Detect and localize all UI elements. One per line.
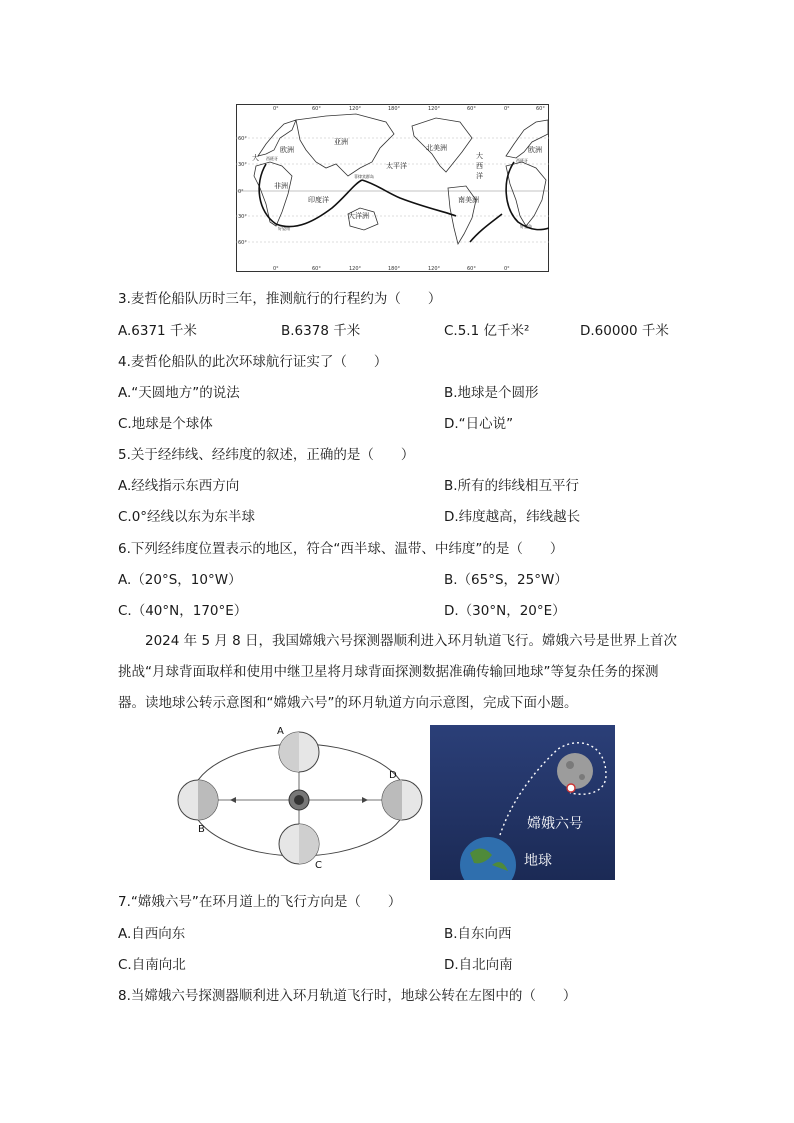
lat-label-30s: 30° [238,214,247,220]
map-label-indian: 印度洋 [308,196,329,204]
probe-marker [567,784,575,792]
photo-label-change6: 嫦娥六号 [527,816,583,832]
lon-label-top-60e: 60° [312,106,321,112]
lon-label-bot-120e: 120° [349,266,362,272]
map-label-spain-right: 西班牙 [516,158,528,163]
lat-label-60n: 60° [238,136,247,142]
earth-position-c [279,824,319,864]
orbit-label-d: D [389,770,397,781]
lon-label-top-180: 180° [388,106,401,112]
q7-option-b[interactable]: B.自东向西 [444,926,512,942]
orbit-label-a: A [277,726,284,737]
q3-option-b[interactable]: B.6378 千米 [281,323,361,339]
map-label-europe-left: 欧洲 [280,146,294,154]
orbit-label-b: B [198,824,205,835]
change6-orbit-photo [430,725,615,880]
orbit-label-c: C [315,860,322,870]
earth-position-b [178,780,218,820]
map-label-atlantic-left: 大 [252,154,259,162]
question-3-stem: 3.麦哲伦船队历时三年，推测航行的行程约为（ ） [118,291,442,307]
lon-label-top-120w: 120° [428,106,441,112]
lon-label-top-0: 0° [273,106,279,112]
lon-label-bot-0b: 0° [504,266,510,272]
lon-label-top-60e-b: 60° [536,106,545,112]
map-label-africa-left: 非洲 [274,182,288,190]
reading-passage: 2024 年 5 月 8 日，我国嫦娥六号探测器顺利进入环月轨道飞行。嫦娥六号是世界上首次挑战“月球背面取样和使用中继卫星将月球背面探测数据准确传输回地球”等复杂任务的探测器。读地球公转示意图和“嫦娥六号”的环月轨道方向示意图，完成下面小题。 [118,633,677,711]
q6-option-c[interactable]: C.（40°N，170°E） [118,603,248,619]
q4-option-a[interactable]: A.“天圆地方”的说法 [118,385,240,401]
map-label-oceania: 大洋洲 [348,212,369,220]
q4-option-d[interactable]: D.“日心说” [444,416,514,432]
question-7-stem: 7.“嫦娥六号”在环月道上的飞行方向是（ ） [118,894,402,910]
q7-option-c[interactable]: C.自南向北 [118,957,186,973]
lon-label-bot-120w: 120° [428,266,441,272]
q3-option-d[interactable]: D.60000 千米 [580,323,669,339]
q7-option-d[interactable]: D.自北向南 [444,957,513,973]
q3-option-a[interactable]: A.6371 千米 [118,323,197,339]
question-4-stem: 4.麦哲伦船队的此次环球航行证实了（ ） [118,354,388,370]
lon-label-bot-60w: 60° [467,266,476,272]
photo-label-earth: 地球 [524,853,552,869]
q5-option-d[interactable]: D.纬度越高，纬线越长 [444,509,581,525]
q5-option-c[interactable]: C.0°经线以东为东半球 [118,509,256,525]
map-label-philippines: 菲律宾群岛 [354,174,374,179]
q5-option-a[interactable]: A.经线指示东西方向 [118,478,240,494]
q4-option-c[interactable]: C.地球是个球体 [118,416,213,432]
magellan-route-map [236,104,549,272]
lon-label-top-60w: 60° [467,106,476,112]
map-label-cape-right: 好望角 [520,224,532,229]
lat-label-60s: 60° [238,240,247,246]
lat-label-0: 0° [238,189,244,195]
question-8-stem: 8.当嫦娥六号探测器顺利进入环月轨道飞行时，地球公转在左图中的（ ） [118,988,577,1004]
q3-option-c[interactable]: C.5.1 亿千米² [444,323,530,339]
moon [557,753,593,789]
map-label-atlantic-mid: 大西洋 [476,152,483,180]
map-label-spain-left: 西班牙 [266,156,278,161]
map-label-south-america: 南美洲 [458,196,479,204]
q6-option-d[interactable]: D.（30°N，20°E） [444,603,566,619]
map-label-europe-right: 欧洲 [528,146,542,154]
q6-option-b[interactable]: B.（65°S，25°W） [444,572,568,588]
lon-label-bot-0: 0° [273,266,279,272]
lon-label-bot-180: 180° [388,266,401,272]
lon-label-bot-60e: 60° [312,266,321,272]
q5-option-b[interactable]: B.所有的纬线相互平行 [444,478,580,494]
lon-label-top-0b: 0° [504,106,510,112]
question-5-stem: 5.关于经纬线、经纬度的叙述，正确的是（ ） [118,447,415,463]
q4-option-b[interactable]: B.地球是个圆形 [444,385,539,401]
map-label-north-america: 北美洲 [426,144,447,152]
earth-position-a [279,732,319,772]
map-label-asia: 亚洲 [334,138,348,146]
earth-position-d [382,780,422,820]
map-label-cape-left: 好望角 [278,226,290,231]
earth-revolution-diagram [170,722,428,870]
map-label-pacific: 太平洋 [386,162,407,170]
question-6-stem: 6.下列经纬度位置表示的地区，符合“西半球、温带、中纬度”的是（ ） [118,541,564,557]
q6-option-a[interactable]: A.（20°S，10°W） [118,572,242,588]
lon-label-top-120e: 120° [349,106,362,112]
lat-label-30n: 30° [238,162,247,168]
q7-option-a[interactable]: A.自西向东 [118,926,186,942]
